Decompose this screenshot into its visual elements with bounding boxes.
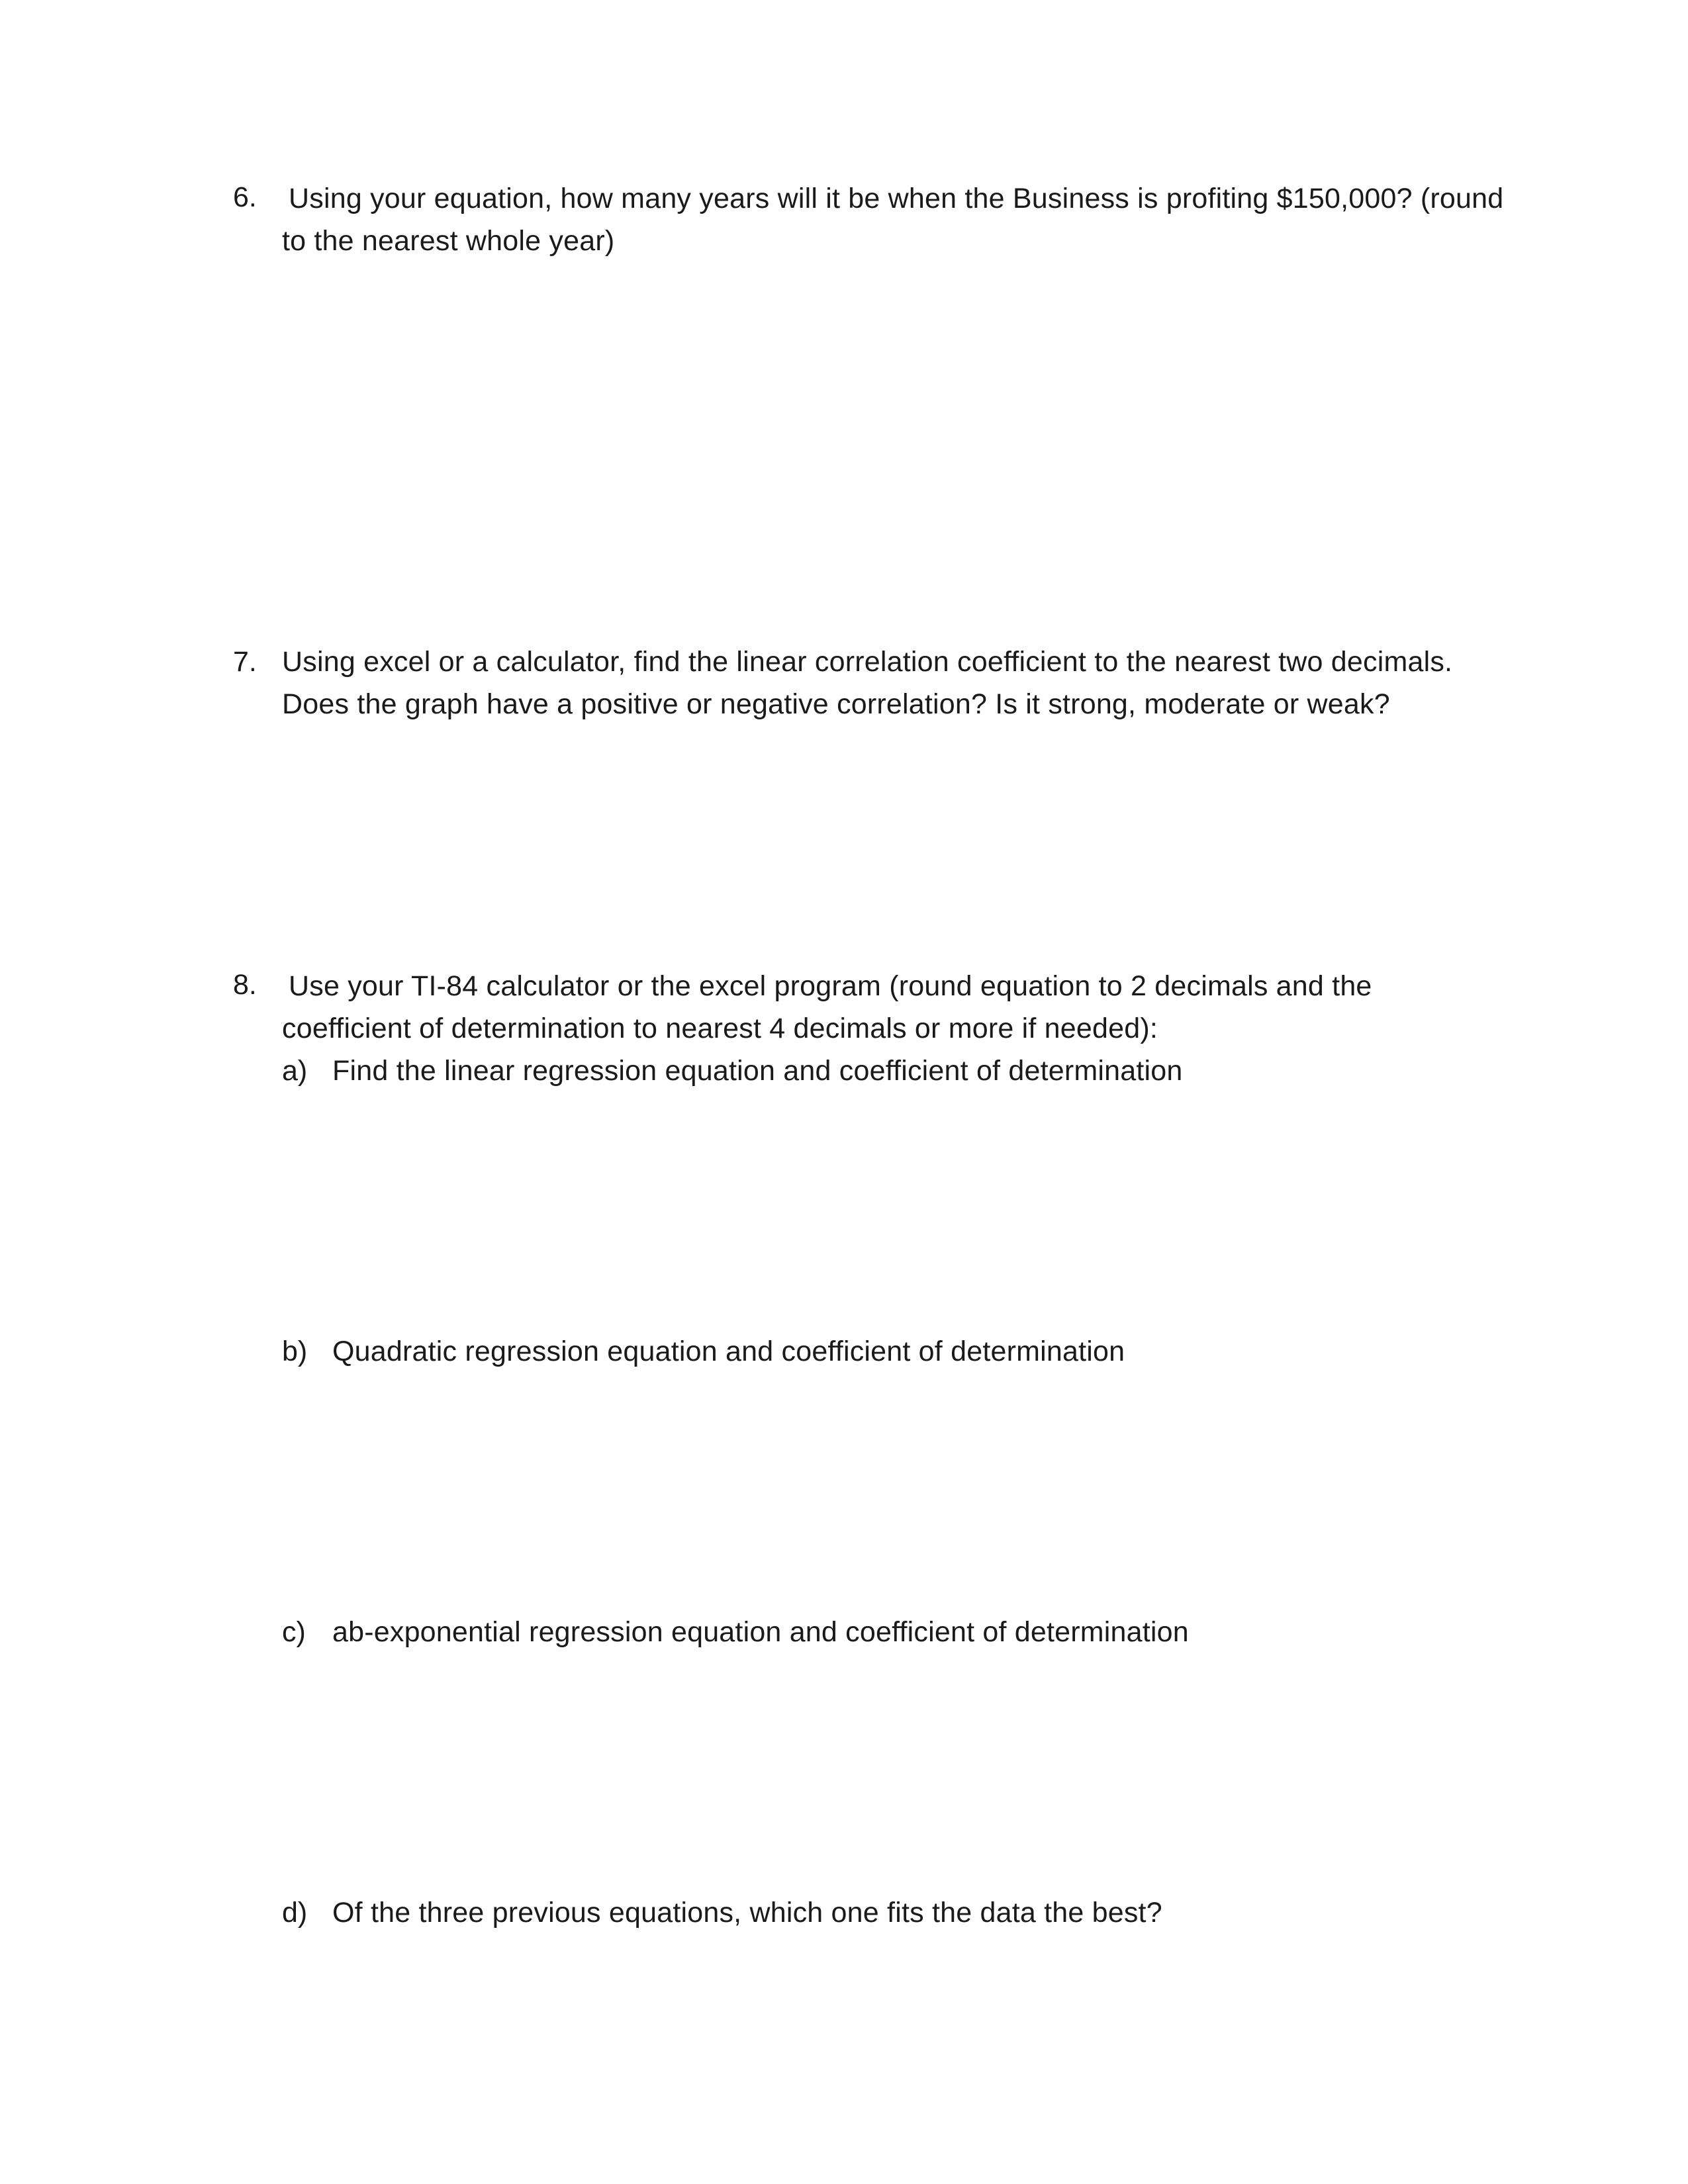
question-text-line: Use your TI-84 calculator or the excel program (round equation to 2 decimals and the — [289, 970, 1372, 1002]
part-label: c) — [282, 1616, 306, 1648]
part-text: Find the linear regression equation and coefficient of determination — [332, 1055, 1183, 1087]
question-text-line: Using your equation, how many years will it be when the Business is profiting $150,000? (round — [289, 183, 1504, 214]
part-text: Of the three previous equations, which one fits the data the best? — [332, 1897, 1162, 1929]
part-text: ab-exponential regression equation and coefficient of determination — [332, 1616, 1189, 1648]
part-label: d) — [282, 1897, 308, 1929]
part-text: Quadratic regression equation and coefficient of determination — [332, 1336, 1125, 1367]
question-text-line: Does the graph have a positive or negative correlation? Is it strong, moderate or weak? — [282, 688, 1390, 720]
part-label: b) — [282, 1336, 308, 1367]
question-text-line: Using excel or a calculator, find the linear correlation coefficient to the nearest two decimals. — [282, 646, 1453, 678]
question-number: 7. — [233, 646, 257, 678]
question-text-line: coefficient of determination to nearest 4 decimals or more if needed): — [282, 1013, 1158, 1044]
question-number: 6. — [233, 181, 257, 213]
question-number: 8. — [233, 969, 257, 1001]
part-label: a) — [282, 1055, 308, 1087]
question-text-line: to the nearest whole year) — [282, 225, 615, 257]
